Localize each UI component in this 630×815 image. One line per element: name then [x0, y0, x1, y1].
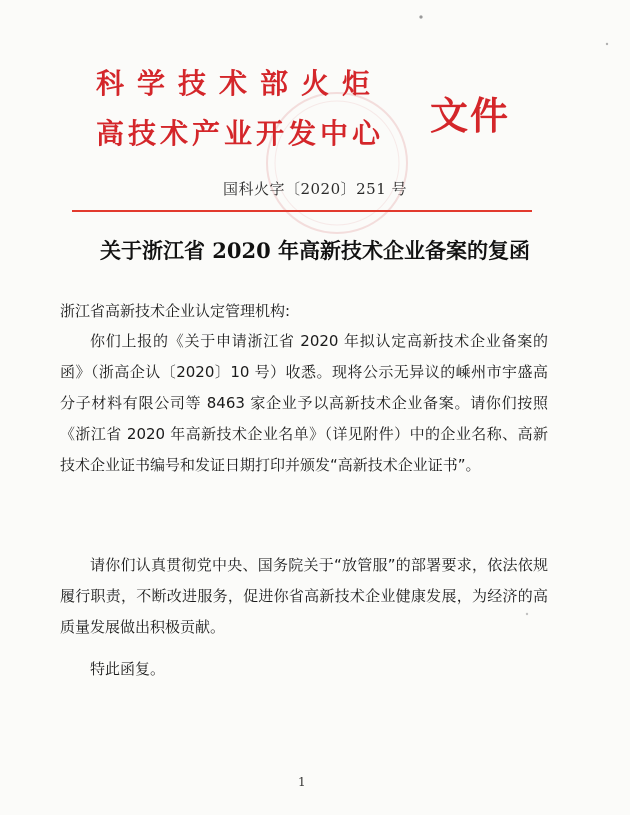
- document-type-label: 文件: [430, 94, 511, 138]
- red-divider-line: [72, 210, 532, 212]
- document-title: 关于浙江省 2020 年高新技术企业备案的复函: [99, 238, 531, 263]
- salutation: 浙江省高新技术企业认定管理机构:: [60, 302, 291, 320]
- document-number: 国科火字〔2020〕251 号: [222, 180, 408, 198]
- body-paragraph-1: 你们上报的《关于申请浙江省 2020 年拟认定高新技术企业备案的函》（浙高企认〔2020〕10 号）收悉。现将公示无异议的嵊州市宇盛高分子材料有限公司等 8463 家企业予以高新技术企业备案。请你们按照《浙江省 2020 年高新技术企业名单》（详见附件）中的企业名称、高新技术企业证书编号和发证日期打印并颁发“高新技术企业证书”。: [60, 332, 548, 474]
- page-number: 1: [298, 775, 306, 789]
- closing-line: 特此函复。: [90, 660, 166, 678]
- faint-seal-stamp: [262, 88, 412, 238]
- issuer-name-line1: 科学技术部火炬: [96, 67, 384, 100]
- issuer-name-line2: 高技术产业开发中心: [96, 117, 385, 150]
- body-paragraph-2: 请你们认真贯彻党中央、国务院关于“放管服”的部署要求，依法依规履行职责，不断改进服务，促进你省高新技术企业健康发展，为经济的高质量发展做出积极贡献。: [60, 556, 548, 636]
